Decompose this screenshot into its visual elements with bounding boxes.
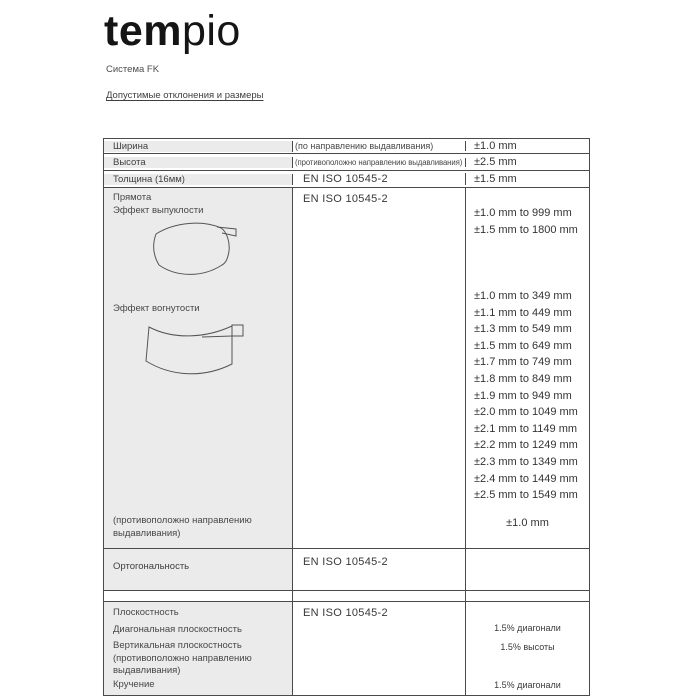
tolerance-value: ±2.3 mm to 1349 mm bbox=[474, 455, 578, 468]
tolerance-value: ±2.4 mm to 1449 mm bbox=[474, 472, 578, 485]
row-label-cell bbox=[104, 174, 293, 185]
tolerance-table bbox=[103, 138, 590, 696]
tolerance-value: ±1.0 mm to 349 mm bbox=[474, 290, 572, 302]
row-label-cell bbox=[104, 157, 293, 168]
tolerance-value: ±1.5 mm to 1800 mm bbox=[474, 223, 578, 236]
row-standard-cell bbox=[293, 158, 466, 167]
row-label-cell bbox=[104, 549, 293, 590]
straightness-label-cell bbox=[104, 188, 293, 548]
row-value: ±1.5 mm bbox=[474, 173, 517, 185]
row-standard-cell bbox=[293, 173, 466, 185]
flatness-title: Плоскостность bbox=[113, 607, 179, 618]
tolerance-value: ±1.8 mm to 849 mm bbox=[474, 372, 572, 385]
opposite-direction-label: (противоположно направлению выдавливания) bbox=[113, 515, 252, 539]
row-label: Высота bbox=[113, 156, 146, 168]
table-spacer-row bbox=[104, 591, 589, 602]
tolerance-value: ±1.1 mm to 449 mm bbox=[474, 306, 572, 319]
row-standard-cell bbox=[293, 549, 466, 590]
straightness-standard: EN ISO 10545-2 bbox=[303, 193, 388, 205]
spacer-cell bbox=[293, 591, 466, 601]
tolerance-value: ±2.1 mm to 1149 mm bbox=[474, 422, 578, 435]
tolerance-value: ±1.3 mm to 549 mm bbox=[474, 323, 572, 336]
logo-light-part: pio bbox=[181, 7, 241, 55]
table-row-thickness bbox=[104, 171, 589, 188]
row-standard: EN ISO 10545-2 bbox=[303, 173, 388, 185]
table-row-straightness bbox=[104, 188, 589, 549]
row-value: ±1.0 mm bbox=[474, 140, 517, 152]
row-standard: EN ISO 10545-2 bbox=[303, 556, 388, 568]
tolerance-value: ±2.0 mm to 1049 mm bbox=[474, 406, 578, 419]
table-row-orthogonality bbox=[104, 549, 589, 591]
row-label-cell bbox=[104, 141, 293, 152]
diagonal-flatness-value: 1.5% диагонали bbox=[494, 623, 561, 633]
tolerance-value: ±1.7 mm to 749 mm bbox=[474, 356, 572, 369]
spacer-cell bbox=[466, 591, 589, 601]
row-standard: (по направлению выдавливания) bbox=[295, 141, 434, 151]
row-value-cell bbox=[466, 173, 589, 185]
table-row-flatness bbox=[104, 602, 589, 695]
torsion-value: 1.5% диагонали bbox=[494, 680, 561, 690]
logo-bold-part: tem bbox=[104, 7, 182, 55]
concave-values-list bbox=[474, 288, 578, 504]
tolerance-value: ±1.9 mm to 949 mm bbox=[474, 389, 572, 402]
row-standard: (противоположно направлению выдавливания) bbox=[295, 157, 463, 167]
torsion-label: Кручение bbox=[113, 679, 155, 690]
row-value-cell bbox=[466, 156, 589, 168]
row-label: Ортогональность bbox=[113, 561, 190, 572]
straightness-standard-cell bbox=[293, 188, 466, 548]
tolerance-value: ±2.2 mm to 1249 mm bbox=[474, 439, 578, 452]
system-label: Система FK bbox=[106, 64, 160, 75]
row-value: ±2.5 mm bbox=[474, 156, 517, 168]
deviations-and-sizes-link[interactable]: Допустимые отклонения и размеры bbox=[106, 90, 264, 101]
row-label: Ширина bbox=[113, 140, 149, 152]
flatness-standard: EN ISO 10545-2 bbox=[303, 607, 388, 619]
row-value-cell bbox=[466, 140, 589, 152]
row-label: Толщина (16мм) bbox=[113, 173, 185, 185]
table-row-width bbox=[104, 139, 589, 154]
convex-effect-label: Эффект выпуклости bbox=[113, 205, 204, 216]
straightness-values-cell bbox=[466, 188, 589, 548]
tolerance-value: ±1.0 mm to 999 mm bbox=[474, 207, 572, 219]
flatness-standard-cell bbox=[293, 602, 466, 695]
opposite-direction-value: ±1.0 mm bbox=[506, 517, 549, 529]
spacer-cell bbox=[104, 591, 293, 601]
row-value-cell bbox=[466, 549, 589, 590]
concave-tile-profile-icon bbox=[144, 321, 246, 381]
tempio-logo bbox=[104, 8, 241, 55]
vertical-flatness-value: 1.5% высоты bbox=[500, 642, 555, 652]
concave-effect-label: Эффект вогнутости bbox=[113, 303, 200, 314]
convex-values-list bbox=[474, 205, 578, 238]
row-standard-cell bbox=[293, 141, 466, 151]
diagonal-flatness-label: Диагональная плоскостность bbox=[113, 624, 242, 635]
convex-tile-profile-icon bbox=[151, 219, 241, 281]
vertical-flatness-label: Вертикальная плоскостность (противоположно направлению выдавливания) bbox=[113, 640, 252, 676]
tolerance-value: ±2.5 mm to 1549 mm bbox=[474, 489, 578, 502]
flatness-values-cell bbox=[466, 602, 589, 695]
straightness-title: Прямота bbox=[113, 192, 152, 203]
flatness-label-cell bbox=[104, 602, 293, 695]
tolerance-value: ±1.5 mm to 649 mm bbox=[474, 339, 572, 352]
table-row-height bbox=[104, 154, 589, 171]
